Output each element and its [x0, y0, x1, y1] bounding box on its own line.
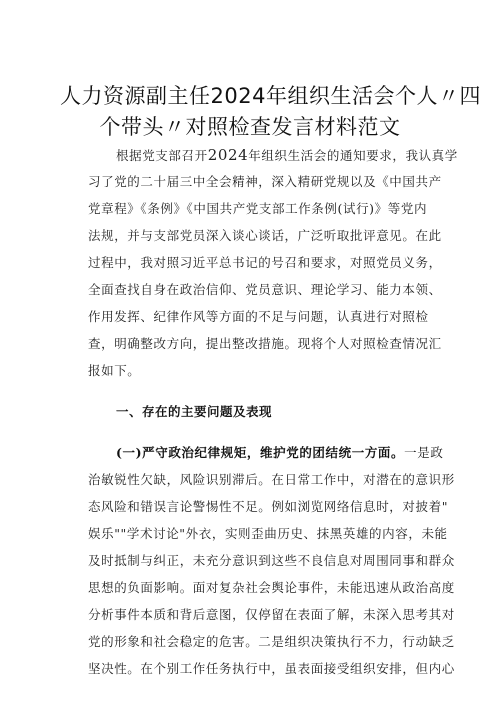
intro-text-suffix: 年组织生活会的通知要求，我认真学	[248, 148, 458, 163]
intro-line: 作用发挥、纪律作风等方面的不足与问题，认真进行对照检	[88, 309, 429, 324]
intro-year: 2024	[207, 146, 249, 164]
subsection-line: 治敏锐性欠缺，风险识别滞后。在日常工作中，对潜在的意识形	[88, 472, 455, 487]
intro-text-prefix: 根据党支部召开	[116, 148, 208, 163]
intro-line: 习了党的二十届三中全会精神，深入精研党规以及《中国共产	[88, 174, 442, 189]
intro-line: 全面查找自身在政治信仰、党员意识、理论学习、能力本领、	[88, 282, 442, 297]
subsection-bold-lead: (一)严守政治纪律规矩，维护党的团结统一方面。	[116, 445, 405, 460]
subsection-first-line	[116, 445, 444, 461]
intro-line: 过程中，我对照习近平总书记的号召和要求，对照党员义务，	[88, 255, 442, 270]
subsection-line: 党的形象和社会稳定的危害。二是组织决策执行不力，行动缺乏	[88, 634, 455, 649]
document-title-line-2: 个带头〃对照检查发言材料范文	[99, 115, 401, 139]
section-heading: 一、存在的主要问题及表现	[116, 404, 273, 419]
subsection-line: 态风险和错误言论警惕性不足。例如浏览网络信息时，对披着"	[88, 499, 449, 514]
intro-line: 党章程》《条例》《中国共产党支部工作条例(试行)》等党内	[88, 201, 428, 216]
intro-paragraph-first-line	[116, 146, 458, 164]
intro-line: 法规，并与支部党员深入谈心谈话，广泛听取批评意见。在此	[88, 228, 442, 243]
subsection-line: 娱乐""学术讨论"外衣，实则歪曲历史、抹黑英雄的内容，未能	[88, 526, 448, 541]
subsection-line: 分析事件本质和背后意图，仅停留在表面了解，未深入思考其对	[88, 607, 455, 622]
subsection-first-tail: 一是政	[404, 445, 444, 460]
subsection-line: 思想的负面影响。面对复杂社会舆论事件，未能迅速从政治高度	[88, 580, 455, 595]
intro-line: 查，明确整改方向，提出整改措施。现将个人对照检查情况汇	[88, 336, 442, 351]
intro-line: 报如下。	[88, 363, 141, 378]
subsection-line: 及时抵制与纠正，未充分意识到这些不良信息对周围同事和群众	[88, 553, 455, 568]
subsection-line: 坚决性。在个别工作任务执行中，虽表面接受组织安排，但内心	[88, 661, 455, 676]
document-title-line-1: 人力资源副主任2024年组织生活会个人〃四	[60, 84, 481, 108]
